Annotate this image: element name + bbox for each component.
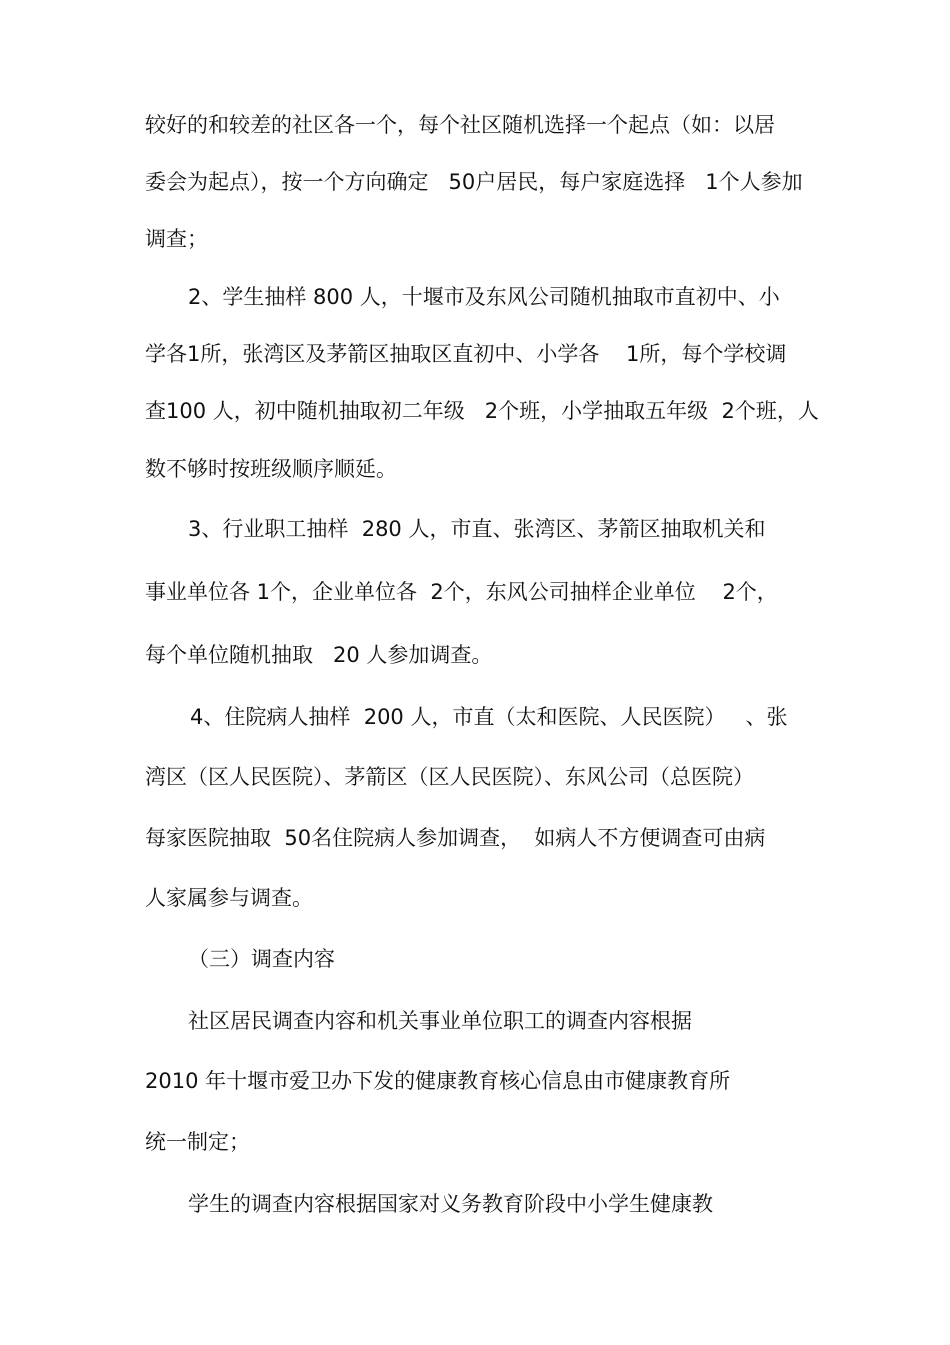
text-line: 统一制定；	[145, 1130, 250, 1154]
text-line: 3、行业职工抽样 280 人，市直、张湾区、茅箭区抽取机关和	[188, 517, 766, 541]
text-line: 委会为起点），按一个方向确定 50户居民，每户家庭选择 1个人参加	[145, 170, 803, 194]
text-line: 数不够时按班级顺序顺延。	[145, 457, 397, 481]
text-line: 社区居民调查内容和机关事业单位职工的调查内容根据	[188, 1009, 692, 1033]
text-line: 人家属参与调查。	[145, 886, 313, 910]
text-line: 事业单位各 1个，企业单位各 2个，东风公司抽样企业单位 2个，	[145, 580, 778, 604]
section-heading: （三）调查内容	[188, 947, 335, 971]
text-line: 每个单位随机抽取 20 人参加调查。	[145, 643, 493, 667]
text-line: 2010 年十堰市爱卫办下发的健康教育核心信息由市健康教育所	[145, 1069, 731, 1093]
text-line: 每家医院抽取 50名住院病人参加调查， 如病人不方便调查可由病	[145, 826, 766, 850]
text-line: 2、学生抽样 800 人，十堰市及东风公司随机抽取市直初中、小	[188, 285, 780, 309]
text-line: 学各1所，张湾区及茅箭区抽取区直初中、小学各 1所，每个学校调	[145, 342, 787, 366]
text-line: 湾区（区人民医院）、茅箭区（区人民医院）、东风公司（总医院）	[145, 765, 754, 789]
text-line: 学生的调查内容根据国家对义务教育阶段中小学生健康教	[188, 1192, 713, 1216]
text-line: 调查；	[145, 227, 208, 251]
text-line: 较好的和较差的社区各一个，每个社区随机选择一个起点（如：以居	[145, 113, 775, 137]
text-line: 查100 人，初中随机抽取初二年级 2个班，小学抽取五年级 2个班，人	[145, 399, 819, 423]
text-line: 4、住院病人抽样 200 人，市直（太和医院、人民医院） 、张	[190, 705, 788, 729]
